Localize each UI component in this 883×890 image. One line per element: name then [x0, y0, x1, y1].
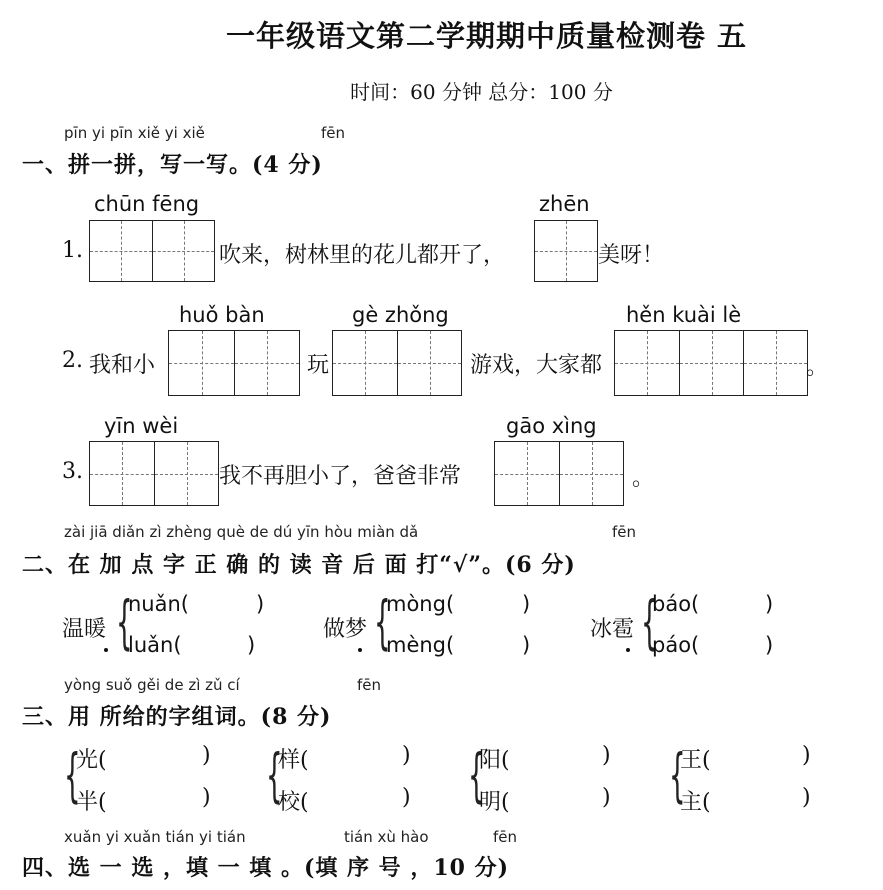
writing-cell[interactable]: [679, 331, 743, 395]
s3-char-2a[interactable]: 样(: [278, 748, 309, 773]
brace-icon: {: [266, 741, 283, 809]
s3-close-2b: ): [402, 785, 411, 810]
brace-icon: {: [116, 588, 133, 656]
section1-heading: 一、拼一拼，写一写。(4 分): [22, 152, 323, 178]
s3-char-4b[interactable]: 主(: [680, 790, 711, 815]
s3-char-4a[interactable]: 王(: [680, 748, 711, 773]
s3-close-2a: ): [402, 743, 411, 768]
writing-cell[interactable]: [152, 221, 214, 281]
writing-cell[interactable]: [743, 331, 807, 395]
q2-number: 2.: [62, 348, 83, 373]
section2-heading: 二、在 加 点 字 正 确 的 读 音 后 面 打“√”。(6 分): [22, 552, 576, 578]
s3-char-1b[interactable]: 半(: [76, 790, 107, 815]
q2-writing-grid-2[interactable]: [332, 330, 462, 396]
q3-pinyin-1: yīn wèi: [104, 414, 179, 438]
writing-cell[interactable]: [333, 331, 397, 395]
s3-char-1a[interactable]: 光(: [76, 748, 107, 773]
q2-writing-grid-1[interactable]: [168, 330, 300, 396]
page-title: 一年级语文第二学期期中质量检测卷 五: [225, 19, 748, 53]
s2-option-2a[interactable]: mòng(: [386, 592, 455, 616]
s3-close-3a: ): [602, 743, 611, 768]
s2-close-2a: ): [522, 592, 531, 616]
writing-cell[interactable]: [397, 331, 461, 395]
s3-close-3b: ): [602, 785, 611, 810]
s3-char-3b[interactable]: 明(: [479, 790, 510, 815]
s2-close-3b: ): [765, 633, 774, 657]
section4-pinyin-2: tián xù hào: [344, 828, 429, 846]
q2-pinyin-3: hěn kuài lè: [626, 303, 742, 327]
q2-text-0: 我和小: [89, 353, 156, 378]
s2-option-3b[interactable]: páo(: [652, 633, 700, 657]
s2-close-1a: ): [256, 592, 265, 616]
s2-option-3a[interactable]: báo(: [652, 592, 700, 616]
emphasis-dot: [626, 648, 630, 652]
q2-text-1: 玩: [307, 353, 330, 378]
q3-number: 3.: [62, 459, 83, 484]
section2-pinyin: zài jiā diǎn zì zhèng què de dú yīn hòu miàn dǎ: [64, 523, 419, 541]
emphasis-dot: [104, 648, 108, 652]
s3-close-1a: ): [202, 743, 211, 768]
s2-word-2: 做梦: [323, 617, 368, 642]
q1-number: 1.: [62, 238, 83, 263]
q2-text-2: 游戏，大家都: [470, 353, 603, 378]
writing-cell[interactable]: [535, 221, 597, 281]
q2-pinyin-1: huǒ bàn: [179, 303, 265, 327]
s2-word-1: 温暖: [62, 617, 107, 642]
brace-icon: {: [374, 588, 391, 656]
s2-close-2b: ): [522, 633, 531, 657]
s2-close-1b: ): [247, 633, 256, 657]
q3-text-2: 。: [632, 466, 655, 491]
section4-pinyin-fen: fēn: [493, 828, 518, 846]
section1-pinyin-fen: fēn: [321, 124, 346, 142]
section3-pinyin: yòng suǒ gěi de zì zǔ cí: [64, 676, 240, 694]
s2-option-1a[interactable]: nuǎn(: [128, 592, 189, 616]
q1-text-2: 美呀！: [598, 243, 665, 268]
section3-pinyin-fen: fēn: [357, 676, 382, 694]
q2-pinyin-2: gè zhǒng: [352, 303, 449, 327]
s2-word-3: 冰雹: [590, 617, 635, 642]
q2-text-3: 。: [806, 355, 829, 380]
q1-writing-grid-1[interactable]: [89, 220, 215, 282]
s2-close-3a: ): [765, 592, 774, 616]
q3-writing-grid-2[interactable]: [494, 441, 624, 506]
q3-text-1: 我不再胆小了，爸爸非常: [219, 464, 462, 489]
s2-option-2b[interactable]: mèng(: [386, 633, 455, 657]
writing-cell[interactable]: [495, 442, 559, 505]
s3-close-1b: ): [202, 785, 211, 810]
writing-cell[interactable]: [615, 331, 679, 395]
page-subtitle: 时间：60 分钟 总分：100 分: [350, 80, 613, 104]
section4-pinyin: xuǎn yi xuǎn tián yi tián: [64, 828, 246, 846]
s2-option-1b[interactable]: luǎn(: [128, 633, 182, 657]
section3-heading: 三、用 所给的字组词。(8 分): [22, 704, 332, 730]
s3-char-2b[interactable]: 校(: [278, 790, 309, 815]
writing-cell[interactable]: [169, 331, 234, 395]
q3-pinyin-2: gāo xìng: [506, 414, 597, 438]
q2-writing-grid-3[interactable]: [614, 330, 808, 396]
brace-icon: {: [669, 741, 686, 809]
section2-pinyin-fen: fēn: [612, 523, 637, 541]
writing-cell[interactable]: [90, 221, 152, 281]
s3-close-4a: ): [802, 743, 811, 768]
s3-char-3a[interactable]: 阳(: [479, 748, 510, 773]
section1-pinyin: pīn yi pīn xiě yi xiě: [64, 124, 205, 142]
q1-writing-grid-2[interactable]: [534, 220, 598, 282]
brace-icon: {: [641, 588, 658, 656]
q3-writing-grid-1[interactable]: [89, 441, 219, 506]
emphasis-dot: [358, 648, 362, 652]
writing-cell[interactable]: [559, 442, 623, 505]
q1-pinyin-1: chūn fēng: [94, 192, 200, 216]
brace-icon: {: [468, 741, 485, 809]
s3-close-4b: ): [802, 785, 811, 810]
q1-pinyin-2: zhēn: [539, 192, 590, 216]
section4-heading: 四、选 一 选 ，填 一 填 。(填 序 号 ，10 分): [22, 855, 510, 881]
q1-text-1: 吹来，树林里的花儿都开了，: [219, 243, 506, 268]
brace-icon: {: [64, 741, 81, 809]
writing-cell[interactable]: [234, 331, 299, 395]
writing-cell[interactable]: [90, 442, 154, 505]
writing-cell[interactable]: [154, 442, 218, 505]
